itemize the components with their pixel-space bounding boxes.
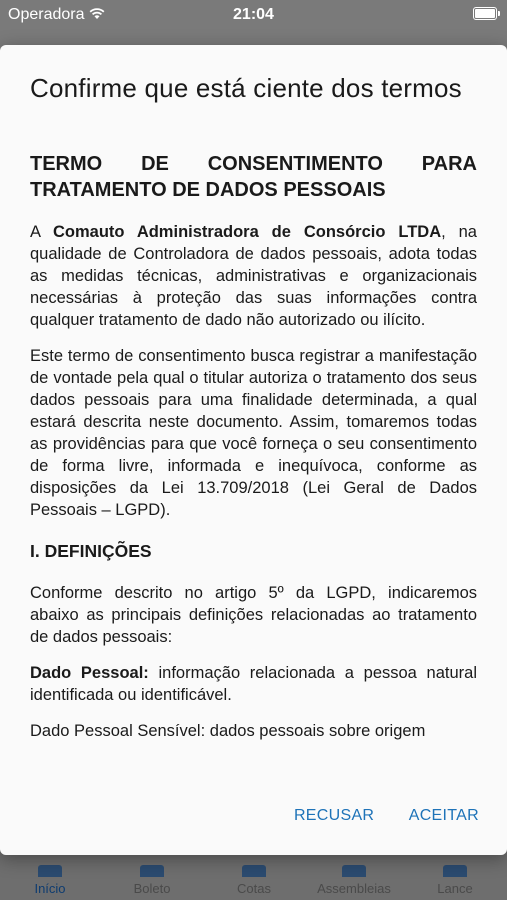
clock: 21:04 — [233, 6, 274, 23]
section-title-definitions: I. DEFINIÇÕES — [30, 541, 152, 561]
checkbox-icon — [342, 865, 366, 877]
para-text: , na qualidade de Controladora de dados pessoais, adota todas as medidas técnicas, administrativas e organizacionais necessárias à proteção das suas informações contra qualquer tratamento de dado não autorizado ou ilícito. — [30, 223, 477, 329]
paragraph-personal-data — [30, 662, 477, 706]
paragraph-definitions-intro: Conforme descrito no artigo 5º da LGPD, indicaremos abaixo as principais definições relacionadas ao tratamento de dados pessoais: — [30, 584, 477, 646]
tab-label: Lance — [437, 881, 473, 896]
paragraph-sensitive-data: Dado Pessoal Sensível: dados pessoais sobre origem — [30, 722, 426, 740]
battery-icon — [473, 7, 497, 20]
tab-inicio[interactable] — [0, 865, 100, 896]
tab-label: Início — [34, 881, 66, 896]
paragraph-purpose: Este termo de consentimento busca registrar a manifestação de vontade pela qual o titular autoriza o tratamento dos seus dados pessoais para uma finalidade determinada, a qual estará descrita neste documento. Assim, tomaremos todas as providências para que você forneça o seu consentimento de forma livre, informada e inequívoca, conforme as disposições da Lei 13.709/2018 (Lei Geral de Dados Pessoais – LGPD). — [30, 347, 477, 519]
dialog-actions — [264, 807, 479, 831]
barcode-icon — [140, 865, 164, 877]
refuse-button[interactable]: RECUSAR — [293, 807, 375, 824]
status-bar — [0, 0, 507, 30]
tab-label: Cotas — [237, 881, 271, 896]
heading-line-1: TERMO DE CONSENTIMENTO PARA — [30, 153, 477, 175]
para-text: A — [30, 223, 54, 241]
dialog-scroll-content[interactable] — [30, 151, 477, 785]
tab-cotas[interactable] — [204, 865, 304, 896]
tab-boleto[interactable] — [102, 865, 202, 896]
paragraph-intro — [30, 221, 477, 331]
gavel-icon — [443, 865, 467, 877]
document-heading — [30, 151, 477, 203]
tab-label: Assembleias — [317, 881, 391, 896]
company-name: Comauto Administradora de Consórcio LTDA — [53, 223, 442, 241]
para-text: informação relacionada a pessoa natural identificada ou identificável. — [30, 664, 477, 704]
tab-bar — [0, 848, 507, 900]
home-icon — [38, 865, 62, 877]
document-icon — [242, 865, 266, 877]
tab-assembleias[interactable] — [304, 865, 404, 896]
consent-dialog — [0, 45, 507, 855]
heading-line-2: TRATAMENTO DE DADOS PESSOAIS — [30, 179, 386, 201]
tab-lance[interactable] — [405, 865, 505, 896]
term-label: Dado Pessoal: — [30, 664, 149, 682]
carrier-label: Operadora — [8, 6, 85, 23]
dialog-title: Confirme que está ciente dos termos — [30, 73, 462, 103]
tab-label: Boleto — [133, 881, 171, 896]
accept-button[interactable]: ACEITAR — [408, 807, 479, 824]
